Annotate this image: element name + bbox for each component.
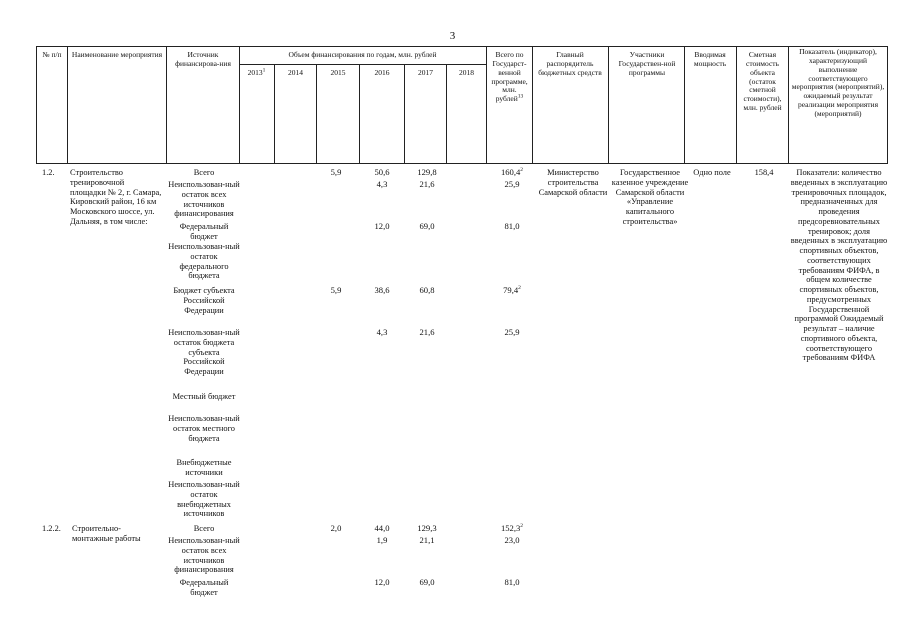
admin-text: Министерство строительства Самарской области [538,168,608,197]
header-admin: Главный распорядитель бюджетных средств [538,50,602,77]
header-participants: Участники Государствен-ной программы [618,50,676,77]
header-num: № п/п [42,50,62,59]
item-number: 1.2.2. [42,524,61,533]
header-year: 2018 [459,68,474,77]
value-2016: 38,6 [374,285,390,295]
source-label: Неиспользован-ный остаток местного бюджета [168,414,240,443]
value-2017: 69,0 [419,221,435,231]
header-name: Наименование мероприятия [71,50,163,59]
source-label: Внебюджетные источники [176,458,232,477]
page-number: 3 [449,30,456,42]
header-line [684,46,685,164]
participants-text: Государственное казенное учреждение Самарской области «Управление капитального строительства» [611,168,689,226]
source-label: Всего [193,168,215,177]
header-financing: Объем финансирования по годам, млн. рублей [288,50,437,59]
value-total: 160,4$^2$ [500,167,524,177]
indicator-text: Показатели: количество введенных в эксплуатацию тренировочных площадок, предназначенных для проведения предсоревновательных тренировок; доля введенных в эксплуатацию спортивных объектов, соответствующих требованиям ФИФА, в общем количестве спортивных объектов, предусмотренных Государственной программой Ожидаемый результат – наличие спортивного объекта, соответствующего требованиям ФИФА [790,168,888,363]
header-total: Всего по Государст-венной программе, млн. рублей$^{13}$ [491,50,528,104]
value-2016: 44,0 [374,523,390,533]
value-total: 79,4$^2$ [503,285,521,295]
source-label: Федеральный бюджет [179,222,229,241]
header-line [316,64,317,164]
header-line [486,46,487,164]
source-label: Неиспользован-ный остаток внебюджетных источников [168,480,240,519]
value-2016: 4,3 [376,327,388,337]
value-2016: 50,6 [374,167,390,177]
header-line [446,64,447,164]
item-name: Строительство тренировочной площадки № 2, г. Самара, Кировский район, 16 км Московского шоссе, ул. Дальняя, в том числе: [70,168,162,226]
value-2017: 69,0 [419,577,435,587]
value-2016: 12,0 [374,221,390,231]
header-year: 2013$^1$ [247,67,266,77]
value-2017: 21,1 [419,535,435,545]
value-total: 81,0 [504,577,520,587]
item-number: 1.2. [42,168,55,177]
header-line [736,46,737,164]
source-label: Федеральный бюджет [179,578,229,597]
header-top-border [36,46,888,47]
header-line [404,64,405,164]
header-year: 2015 [330,68,346,77]
header-cost: Сметная стоимость объекта (остаток сметной стоимости), млн. рублей [743,50,782,113]
header-line [239,64,486,65]
header-line [532,46,533,164]
value-2016: 4,3 [376,179,388,189]
value-2017: 21,6 [419,327,435,337]
source-label: Неиспользован-ный остаток федерального бюджета [168,242,240,281]
header-source: Источник финансирова-ния [175,50,231,68]
cost-text: 158,4 [754,168,774,177]
table-header [36,46,896,164]
header-year: 2017 [418,68,433,77]
source-label: Бюджет субъекта Российской Федерации [173,286,235,315]
header-line [788,46,789,164]
header-line [274,64,275,164]
value-2015: 2,0 [330,523,342,533]
value-2016: 12,0 [374,577,390,587]
value-total: 25,9 [504,327,520,337]
source-label: Неиспользован-ный остаток всех источников финансирования [168,536,240,575]
value-2015: 5,9 [330,285,342,295]
source-label: Неиспользован-ный остаток бюджета субъекта Российской Федерации [168,328,240,376]
value-2017: 21,6 [419,179,435,189]
header-line [36,46,37,164]
header-year: 2014 [288,68,303,77]
header-line [166,46,167,164]
header-line [887,46,888,164]
header-line [359,64,360,164]
value-2017: 129,8 [417,167,437,177]
source-label: Всего [193,524,215,533]
value-2017: 129,3 [417,523,437,533]
value-2017: 60,8 [419,285,435,295]
header-indicator: Показатель (индикатор), характеризующий выполнение соответствующего мероприятия (мероприятий), ожидаемый результат реализации мероприятия (мероприятий) [791,47,885,118]
value-total: 152,3$^2$ [500,523,524,533]
header-line [67,46,68,164]
value-2016: 1,9 [376,535,388,545]
value-total: 23,0 [504,535,520,545]
value-total: 25,9 [504,179,520,189]
value-2015: 5,9 [330,167,342,177]
header-capacity: Вводимая мощность [693,50,727,68]
header-line [608,46,609,164]
header-bottom-border [36,163,888,164]
header-year: 2016 [374,68,390,77]
source-label: Местный бюджет [172,392,236,401]
item-name: Строительно-монтажные работы [72,524,141,543]
capacity-text: Одно поле [693,168,731,177]
value-total: 81,0 [504,221,520,231]
source-label: Неиспользован-ный остаток всех источников финансирования [168,180,240,219]
